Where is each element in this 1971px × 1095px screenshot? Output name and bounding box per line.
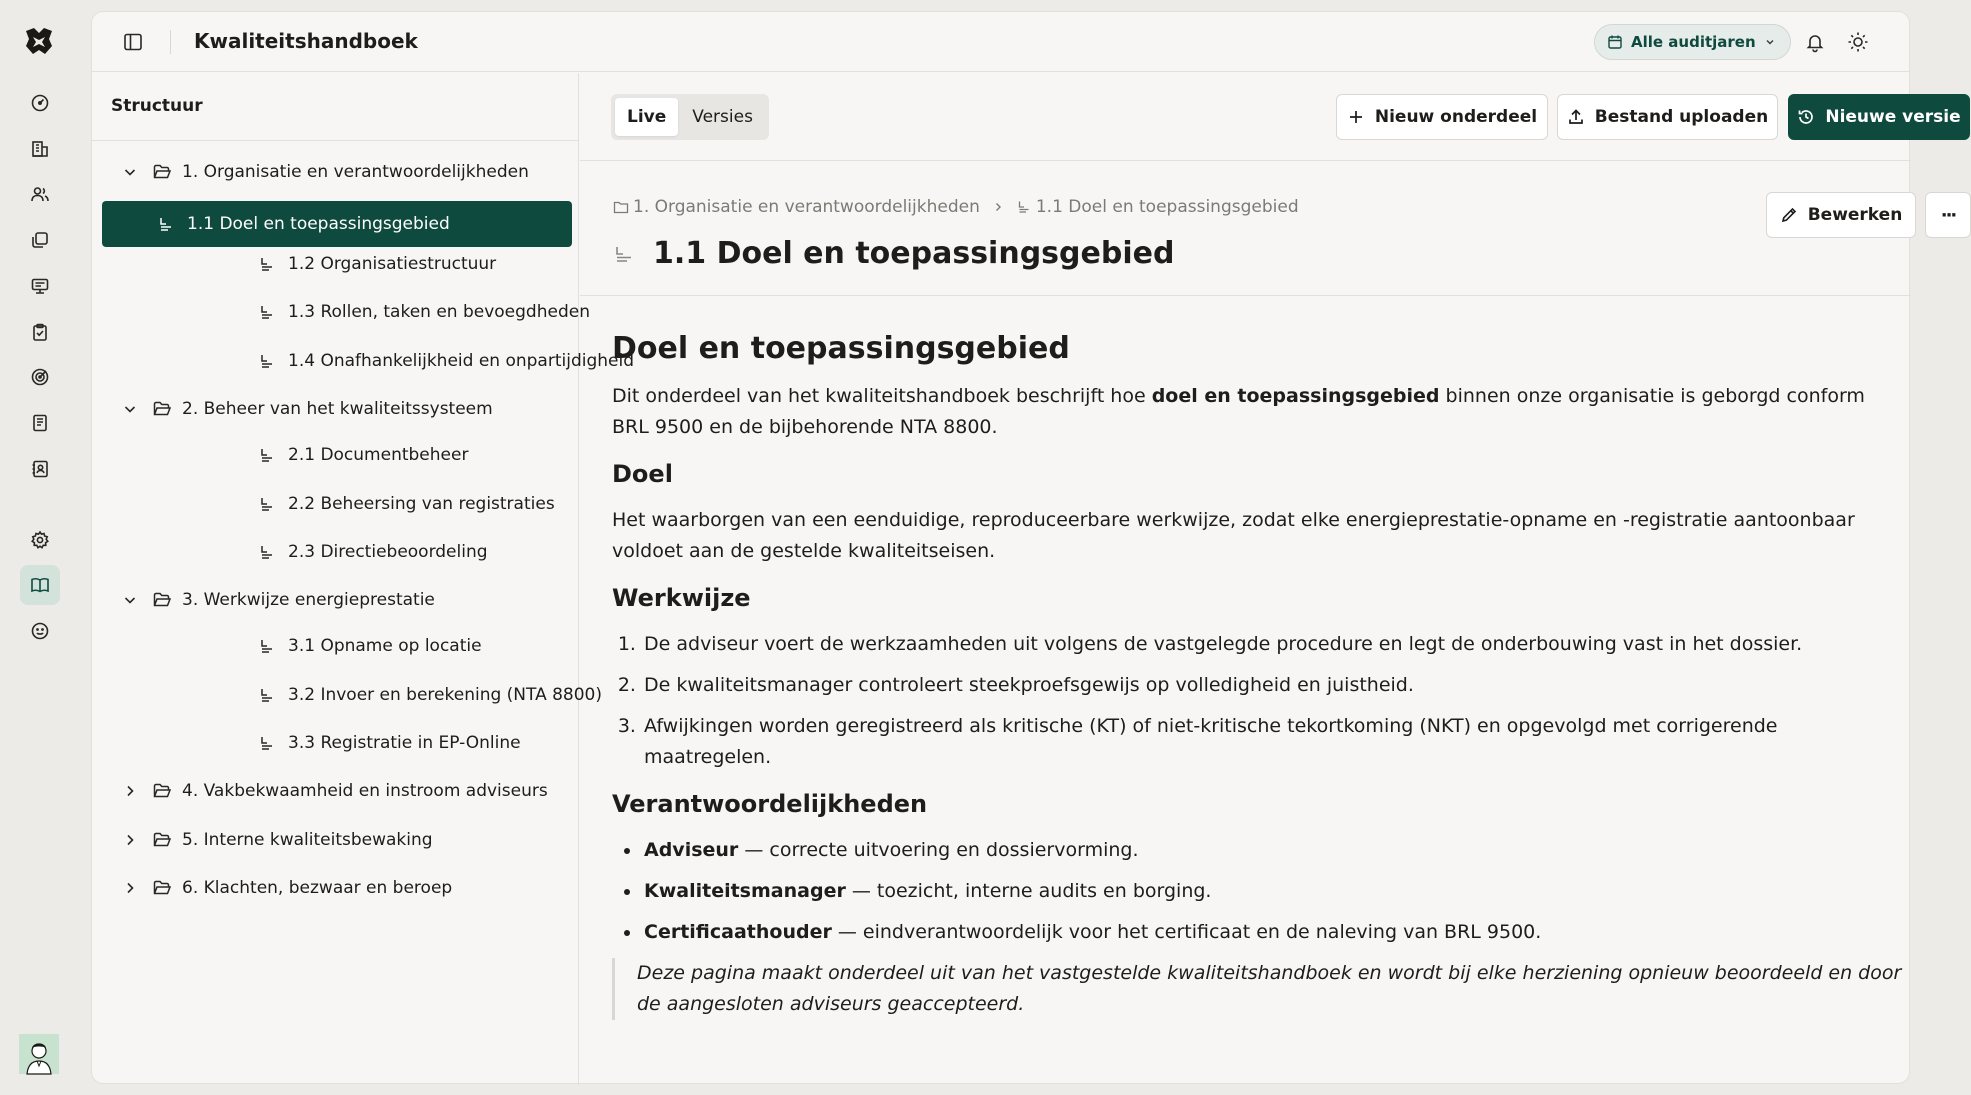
new-section-label: Nieuw onderdeel <box>1374 107 1538 127</box>
intro-bold: doel en toepassingsgebied <box>1151 385 1440 407</box>
document-lines-icon <box>258 255 276 273</box>
tree-chapter[interactable] <box>122 158 529 186</box>
heading-werkwijze: Werkwijze <box>612 584 751 612</box>
new-version-label: Nieuwe versie <box>1825 107 1961 127</box>
tree-chapter-label: 1. Organisatie en verantwoordelijkheden <box>182 162 529 182</box>
tree-section[interactable] <box>258 729 521 757</box>
content-toolbar <box>580 73 1961 161</box>
tree-section[interactable] <box>258 490 555 518</box>
upload-icon <box>1567 108 1585 126</box>
contacts-icon[interactable] <box>20 449 60 489</box>
new-section-button[interactable] <box>1336 94 1548 140</box>
folder-icon <box>613 199 629 215</box>
article-intro <box>612 381 1902 443</box>
upload-file-button[interactable] <box>1557 94 1778 140</box>
intro-text-end: binnen onze organisatie is geborgd conform BRL 9500 en de bijbehorende NTA 8800. <box>612 385 1865 438</box>
folder-icon <box>152 781 172 801</box>
tree-section[interactable] <box>258 250 496 278</box>
book-icon[interactable] <box>20 565 60 605</box>
list-item <box>642 876 1902 907</box>
document-lines-icon <box>258 686 276 704</box>
document-lines-icon <box>258 637 276 655</box>
page-title: Kwaliteitshandboek <box>194 29 418 53</box>
chevron-right-icon[interactable] <box>122 832 138 848</box>
folder-icon <box>152 878 172 898</box>
audit-year-label: Alle auditjaren <box>1631 33 1756 51</box>
heading-doel: Doel <box>612 460 673 488</box>
main-panel <box>91 11 1961 1084</box>
tree-section[interactable] <box>258 681 602 709</box>
tree-section-label: 1.3 Rollen, taken en bevoegdheden <box>288 302 590 322</box>
tree-section[interactable] <box>258 632 482 660</box>
tree-section[interactable] <box>258 298 590 326</box>
tree-section-label: 1.2 Organisatiestructuur <box>288 254 497 274</box>
app-logo-icon[interactable] <box>23 26 55 58</box>
tree-chapter-label: 3. Werkwijze energieprestatie <box>182 590 435 610</box>
role-name: Kwaliteitsmanager <box>644 880 846 902</box>
tree-section[interactable] <box>258 538 488 566</box>
article-body <box>612 313 1902 1020</box>
doel-text: Het waarborgen van een eenduidige, reproduceerbare werkwijze, zodat elke energieprestatie-opname en -registratie aantoonbaar voldoet aan de gestelde kwaliteitseisen. <box>612 509 1855 562</box>
intro-text: Dit onderdeel van het kwaliteitshandboek beschrijft hoe <box>612 385 1152 407</box>
document-lines-icon <box>258 734 276 752</box>
tree-section-label: 3.1 Opname op locatie <box>288 636 482 656</box>
building-icon[interactable] <box>20 129 60 169</box>
divider <box>170 30 171 54</box>
tree-section[interactable] <box>258 441 468 469</box>
folder-icon <box>152 590 172 610</box>
document-lines-icon <box>258 495 276 513</box>
list-item <box>642 917 1902 948</box>
more-options-button[interactable] <box>1925 192 1971 238</box>
tree-section-label: 1.4 Onafhankelijkheid en onpartijdigheid <box>288 351 635 371</box>
chevron-down-icon[interactable] <box>122 592 138 608</box>
tab-live[interactable]: Live <box>615 98 678 136</box>
tree-section-label: 3.2 Invoer en berekening (NTA 8800) <box>288 685 603 705</box>
werkwijze-list <box>612 629 1902 773</box>
tree-chapter-label: 2. Beheer van het kwaliteitssysteem <box>182 399 493 419</box>
tree-chapter-label: 6. Klachten, bezwaar en beroep <box>182 878 453 898</box>
tree-section-label: 2.1 Documentbeheer <box>288 445 469 465</box>
list-item <box>642 835 1902 866</box>
breadcrumb-section: 1.1 Doel en toepassingsgebied <box>1035 197 1299 217</box>
plus-icon <box>1347 108 1365 126</box>
edit-button[interactable] <box>1766 192 1916 238</box>
note-quote: Deze pagina maakt onderdeel uit van het vastgestelde kwaliteitshandboek en wordt bij elke herziening opnieuw beoordeeld en door de aangesloten adviseurs geaccepteerd. <box>612 958 1902 1020</box>
chevron-right-icon[interactable] <box>122 783 138 799</box>
tree-section-label: 2.3 Directiebeoordeling <box>288 542 488 562</box>
breadcrumb <box>613 197 1299 217</box>
chevron-right-icon <box>992 201 1004 213</box>
section-title <box>613 236 1174 271</box>
section-title-text: 1.1 Doel en toepassingsgebied <box>653 236 1175 271</box>
user-avatar[interactable] <box>19 1034 59 1074</box>
history-icon <box>1797 108 1815 126</box>
clipboard-check-icon[interactable] <box>20 312 60 352</box>
documents-icon[interactable] <box>20 220 60 260</box>
role-name: Certificaathouder <box>644 921 832 943</box>
folder-icon <box>152 162 172 182</box>
role-desc: — toezicht, interne audits en borging. <box>845 880 1212 902</box>
bell-icon[interactable] <box>1804 31 1826 53</box>
inbox-icon[interactable] <box>20 266 60 306</box>
document-lines-icon <box>613 243 635 265</box>
list-item: 2. De kwaliteitsmanager controleert steekproefsgewijs op volledigheid en juistheid. <box>642 670 1902 701</box>
chevron-right-icon[interactable] <box>122 880 138 896</box>
document-lines-icon <box>258 352 276 370</box>
role-desc: — eindverantwoordelijk voor het certificaat en de naleving van BRL 9500. <box>831 921 1542 943</box>
users-icon[interactable] <box>20 174 60 214</box>
structure-heading: Structuur <box>92 73 578 141</box>
tab-versions[interactable]: Versies <box>692 107 753 127</box>
target-icon[interactable] <box>20 357 60 397</box>
heading-verantwoordelijkheden: Verantwoordelijkheden <box>612 790 928 818</box>
article-heading: Doel en toepassingsgebied <box>612 331 1070 366</box>
tree-section-selected[interactable] <box>102 201 572 247</box>
more-horizontal-icon: ··· <box>1940 204 1956 226</box>
edit-label: Bewerken <box>1807 205 1903 225</box>
tree-section[interactable] <box>258 347 634 375</box>
audit-year-selector[interactable] <box>1594 24 1791 60</box>
theme-toggle-icon[interactable] <box>1846 30 1870 54</box>
calendar-icon <box>1607 34 1623 50</box>
chevron-down-icon[interactable] <box>122 164 138 180</box>
content-area <box>580 73 1961 1085</box>
role-desc: — correcte uitvoering en dossiervorming. <box>738 839 1139 861</box>
top-bar <box>92 12 1909 72</box>
structure-sidebar <box>92 73 635 1085</box>
smile-icon[interactable] <box>20 611 60 651</box>
list-item: 3. Afwijkingen worden geregistreerd als kritische (KT) of niet-kritische tekortkoming (NKT) en opgevolgd met corrigerende maatregelen. <box>642 711 1902 773</box>
document-lines-icon <box>258 543 276 561</box>
chevron-down-icon <box>1764 36 1776 48</box>
divider <box>580 295 1911 296</box>
tree-section-label: 1.1 Doel en toepassingsgebied <box>187 214 450 234</box>
pencil-icon <box>1780 206 1798 224</box>
upload-file-label: Bestand uploaden <box>1594 107 1769 127</box>
notebook-icon[interactable] <box>20 403 60 443</box>
document-lines-icon <box>258 446 276 464</box>
sidebar-toggle-icon[interactable] <box>122 31 144 53</box>
view-tabs <box>611 94 769 140</box>
tree-section-label: 2.2 Beheersing van registraties <box>288 494 555 514</box>
settings-icon[interactable] <box>20 520 60 560</box>
tree-chapter[interactable] <box>122 826 433 854</box>
tree-chapter-label: 4. Vakbekwaamheid en instroom adviseurs <box>182 781 548 801</box>
chevron-down-icon[interactable] <box>122 401 138 417</box>
document-lines-icon <box>258 303 276 321</box>
icon-rail <box>0 0 80 1095</box>
dashboard-icon[interactable] <box>20 83 60 123</box>
tree-section-label: 3.3 Registratie in EP-Online <box>288 733 521 753</box>
role-name: Adviseur <box>644 839 739 861</box>
tree-chapter[interactable] <box>122 874 452 902</box>
document-lines-icon <box>1016 199 1032 215</box>
document-lines-icon <box>157 215 175 233</box>
folder-icon <box>152 830 172 850</box>
tree-chapter[interactable] <box>122 777 548 805</box>
tree-chapter[interactable] <box>122 395 493 423</box>
tree-chapter[interactable] <box>122 586 435 614</box>
tree-chapter-label: 5. Interne kwaliteitsbewaking <box>182 830 433 850</box>
folder-icon <box>152 399 172 419</box>
roles-list <box>612 835 1902 948</box>
list-item: 1. De adviseur voert de werkzaamheden uit volgens de vastgelegde procedure en legt de onderbouwing vast in het dossier. <box>642 629 1902 660</box>
new-version-button[interactable] <box>1788 94 1970 140</box>
breadcrumb-chapter[interactable]: 1. Organisatie en verantwoordelijkheden <box>633 197 980 217</box>
